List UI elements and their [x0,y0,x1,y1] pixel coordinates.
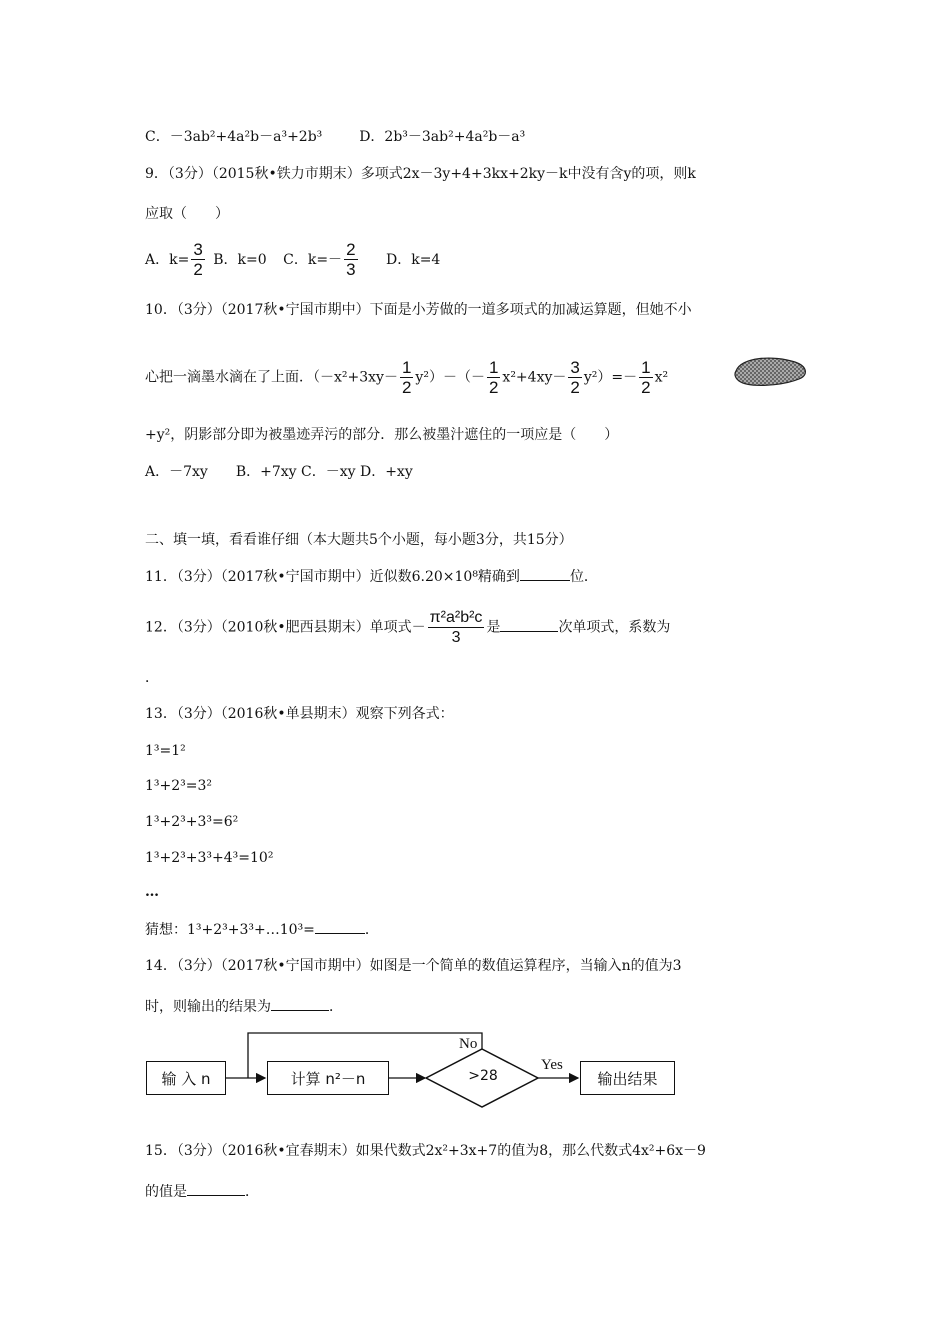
q15-stem-line1: 15．（3分）（2016秋•宜春期末）如果代数式2x²+3x+7的值为8，那么代数式4x²+6x－9 [145,1143,706,1159]
flow-output-box: 输出结果 [580,1061,675,1095]
q13-eq3: 1³+2³+3³=6² [145,814,239,830]
q11: 11．（3分）（2017秋•宁国市期中）近似数6.20×10⁸精确到 位． [145,566,598,587]
q13-eq2: 1³+2³=3² [145,778,213,794]
q13-stem: 13．（3分）（2016秋•单县期末）观察下列各式： [145,706,454,722]
flow-condition-label: >28 [468,1068,498,1084]
q10-stem-line3: +y²，阴影部分即为被墨迹弄污的部分．那么被墨汁遮住的一项应是（ ） [145,427,619,443]
q9-option-b: B．k=0 [213,251,267,268]
q15-stem-line2: 的值是 ． [145,1181,259,1202]
flow-compute-box: 计算 n²－n [267,1061,389,1095]
q9-option-d: D．k=4 [385,251,441,268]
flow-input-box: 输 入 n [146,1061,226,1095]
q9-option-c: C．k=－ $\frac{2}{3}$ [283,240,356,279]
flow-yes-label: Yes [541,1057,563,1073]
q13-guess: 猜想：1³+2³+3³+…10³= ． [145,919,379,940]
q15-answer-blank [187,1181,245,1196]
q14-stem-line1: 14．（3分）（2017秋•宁国市期中）如图是一个简单的数值运算程序，当输入n的值为3 [145,958,682,974]
q9-option-a: A．k= $\frac{3}{2}$ [145,240,203,279]
q10-expression-line: 心把一滴墨水滴在了上面．（－x²+3xy－ $\frac{1}{2}$ y²）－（－ $\frac{1}{2}$ x²+4xy－ $\frac{3}{2}$ y²）=－ $\frac{1}{2}$ x² [145,358,669,397]
q13-ellipsis: … [145,884,159,900]
q12: 12．（3分）（2010秋•肥西县期末）单项式－ $\frac{\text{π²a²b²c}}{3}$ 是 次单项式，系数为 [145,609,671,646]
q13-eq1: 1³=1² [145,743,186,759]
q14-stem-line2: 时，则输出的结果为 ． [145,996,343,1017]
q9-stem-line1: 9．（3分）（2015秋•铁力市期末）多项式2x－3y+4+3kx+2ky－k中没有含y的项，则k [145,166,696,182]
q10-stem-line1: 10．（3分）（2017秋•宁国市期中）下面是小芳做的一道多项式的加减运算题，但她不小 [145,302,692,318]
q8-option-d: D．2b³－3ab²+4a²b－a³ [359,129,526,145]
q12-line2: ． [145,670,159,686]
q9-stem-line2: 应取（ ） [145,206,229,222]
section-2-heading: 二、填一填，看看谁仔细（本大题共5个小题，每小题3分，共15分） [145,532,573,548]
flow-no-label: No [459,1036,478,1052]
q13-eq4: 1³+2³+3³+4³=10² [145,850,274,866]
q8-option-c: C．－3ab²+4a²b－a³+2b³ [145,129,323,145]
q10-options: A．－7xy B．+7xy C．－xy D．+xy [145,464,413,480]
